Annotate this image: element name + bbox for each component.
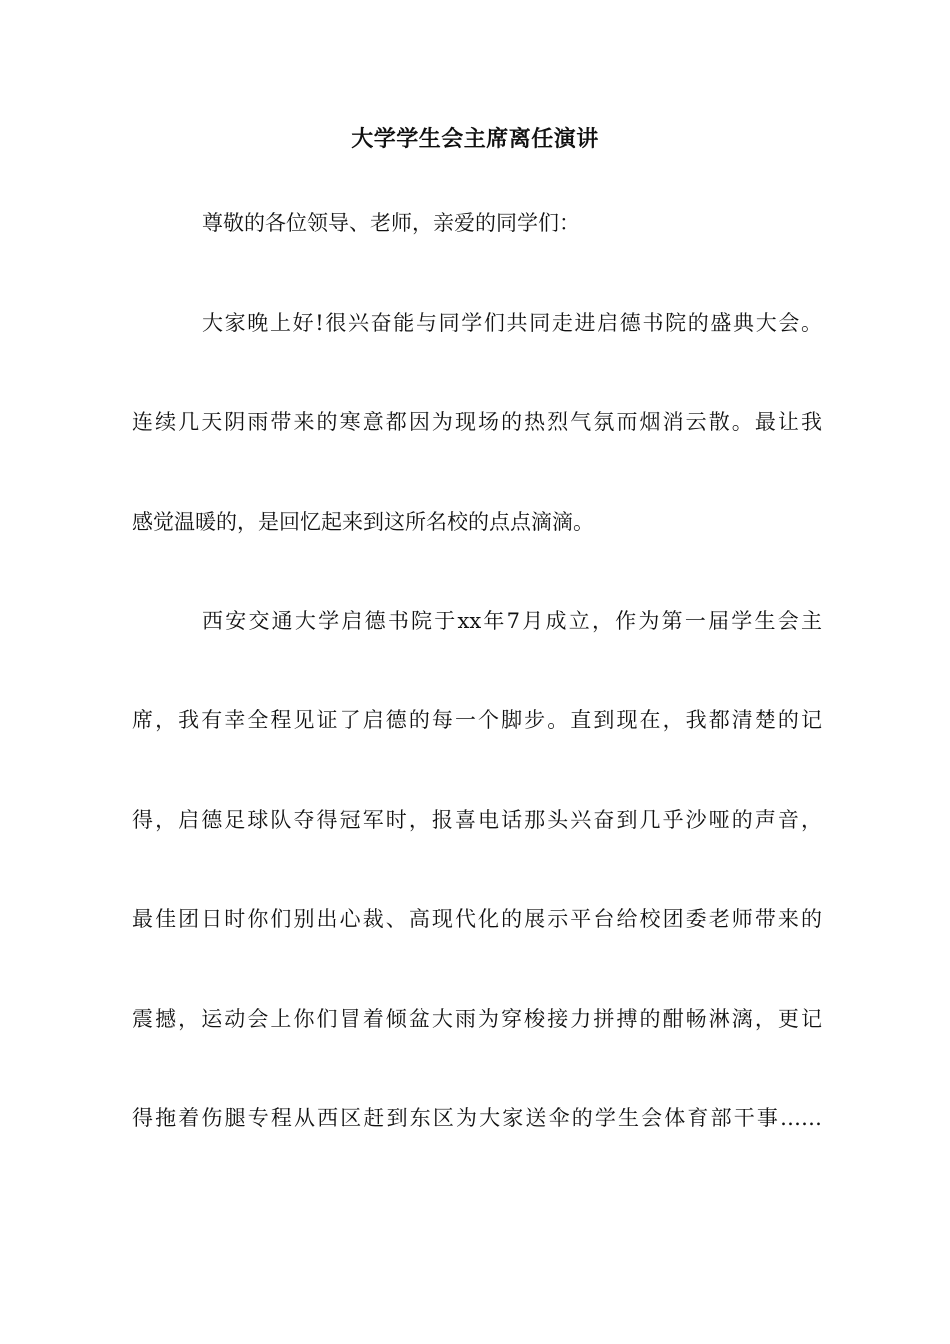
- paragraph-line: 西安交通大学启德书院于xx年7月成立，作为第一届学生会主: [202, 609, 822, 633]
- paragraph-line: 最佳团日时你们别出心裁、高现代化的展示平台给校团委老师带来的: [132, 907, 822, 931]
- paragraph-line: 连续几天阴雨带来的寒意都因为现场的热烈气氛而烟消云散。最让我: [132, 410, 822, 434]
- paragraph-line: 大家晚上好!很兴奋能与同学们共同走进启德书院的盛典大会。: [202, 311, 822, 335]
- paragraph-line: 感觉温暖的，是回忆起来到这所名校的点点滴滴。: [132, 510, 594, 534]
- paragraph-line: 席，我有幸全程见证了启德的每一个脚步。直到现在，我都清楚的记: [132, 708, 822, 732]
- paragraph-line: 震撼，运动会上你们冒着倾盆大雨为穿梭接力拼搏的酣畅淋漓，更记: [132, 1007, 822, 1031]
- paragraph-line: 得拖着伤腿专程从西区赶到东区为大家送伞的学生会体育部干事……: [132, 1106, 822, 1130]
- paragraph-line: 得，启德足球队夺得冠军时，报喜电话那头兴奋到几乎沙哑的声音，: [132, 808, 822, 832]
- salutation-line: 尊敬的各位领导、老师，亲爱的同学们：: [202, 211, 580, 235]
- document-title: 大学学生会主席离任演讲: [351, 127, 599, 152]
